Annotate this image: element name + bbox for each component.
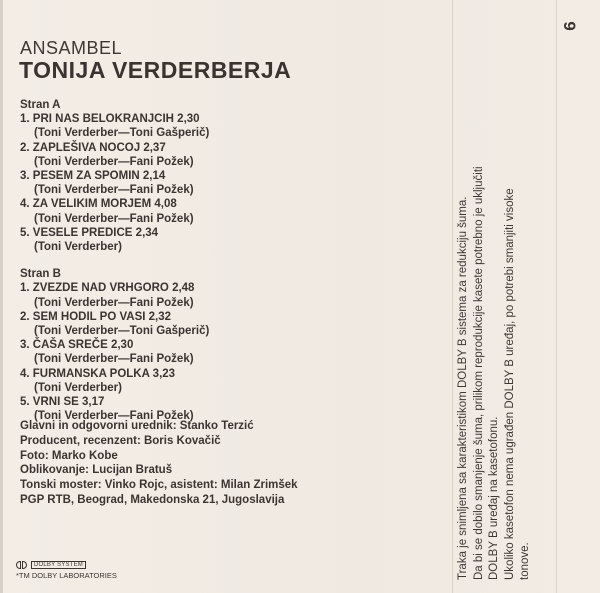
side-b-track — [20, 367, 440, 395]
track-title: 3. PESEM ZA SPOMIN 2,14 — [20, 170, 166, 183]
notice-line: DOLBY B uređaj na kasetofonu. — [488, 416, 500, 580]
side-b-track — [20, 310, 440, 338]
track-title: 1. ZVEZDE NAD VRHGORO 2,48 — [20, 282, 195, 295]
credit-line: Tonski moster: Vinko Rojc, asistent: Milan Zrimšek — [20, 479, 298, 492]
credit-line: PGP RTB, Beograd, Makedonska 21, Jugoslavija — [20, 493, 285, 506]
notice-line: Ukoliko kasetofon nema ugrađen DOLBY B uređaj, po potrebi smanjiti visoke — [503, 188, 516, 580]
side-b-label: Stran B — [20, 268, 61, 281]
track-credit: (Toni Verderber—Fani Požek) — [34, 410, 194, 423]
track-title: 5. VRNI SE 3,17 — [20, 396, 105, 409]
credit-line: Glavni in odgovorni urednik: Stanko Terzić — [20, 420, 254, 432]
notice-line: tonove. — [519, 542, 531, 580]
track-title: 2. ZAPLEŠIVA NOCOJ 2,37 — [20, 141, 166, 154]
side-a-track — [20, 112, 440, 140]
fold-line — [556, 0, 557, 593]
track-title: 4. ZA VELIKIM MORJEM 4,08 — [20, 198, 177, 211]
page-number: 6 — [560, 21, 580, 31]
double-d-icon — [16, 561, 27, 569]
track-credit: (Toni Verderber—Fani Požek) — [34, 155, 194, 168]
credit-line: Oblikovanje: Lucijan Bratuš — [20, 464, 173, 477]
credit-line: Producent, recenzent: Boris Kovačič — [20, 434, 221, 447]
side-a-track — [20, 169, 440, 197]
track-credit: (Toni Verderber—Fani Požek) — [34, 212, 194, 225]
track-credit: (Toni Verderber) — [34, 381, 122, 394]
track-credit: (Toni Verderber—Toni Gašperič) — [34, 325, 210, 338]
dolby-trademark: *TM DOLBY LABORATORIES — [16, 571, 117, 580]
track-title: 2. SEM HODIL PO VASI 2,32 — [20, 310, 172, 323]
production-credits — [20, 419, 298, 508]
ensemble-label: ANSAMBEL — [20, 38, 123, 58]
dolby-notice — [456, 40, 556, 580]
track-title: 3. ČAŠA SREČE 2,30 — [20, 339, 134, 352]
track-credit: (Toni Verderber) — [34, 241, 122, 254]
side-a-track — [20, 197, 440, 225]
left-edge — [0, 0, 3, 593]
track-title: 4. FURMANSKA POLKA 3,23 — [20, 367, 176, 380]
ensemble-name: TONIJA VERDERBERJA — [19, 57, 292, 83]
dolby-mark — [16, 561, 117, 580]
track-credit: (Toni Verderber—Fani Požek) — [34, 353, 194, 366]
fold-line — [452, 0, 453, 593]
dolby-logo — [16, 561, 117, 569]
side-a-track — [20, 141, 440, 169]
track-credit: (Toni Verderber—Fani Požek) — [34, 296, 194, 309]
track-credit: (Toni Verderber—Toni Gašperič) — [34, 127, 210, 140]
notice-line: Da bi se dobilo smanjenje šuma, prilikom reprodukcije kasete potrebno je uključiti — [472, 166, 485, 580]
side-b-track — [20, 338, 440, 366]
side-b-track — [20, 281, 440, 309]
dolby-system-box: DOLBY SYSTEM — [31, 561, 86, 569]
tracklist — [20, 98, 440, 423]
side-a-label: Stran A — [20, 99, 61, 111]
notice-line: Traka je snimljena sa karakteristikom DOLBY B sistema za redukciju šuma. — [457, 196, 469, 580]
track-title: 1. PRI NAS BELOKRANJCIH 2,30 — [20, 113, 200, 126]
track-credit: (Toni Verderber—Fani Požek) — [34, 184, 194, 197]
track-title: 5. VESELE PREDICE 2,34 — [20, 226, 159, 239]
dolby-notice-panel — [456, 40, 556, 580]
credit-line: Foto: Marko Kobe — [20, 449, 118, 462]
spacer — [20, 254, 440, 267]
side-a-track — [20, 226, 440, 254]
